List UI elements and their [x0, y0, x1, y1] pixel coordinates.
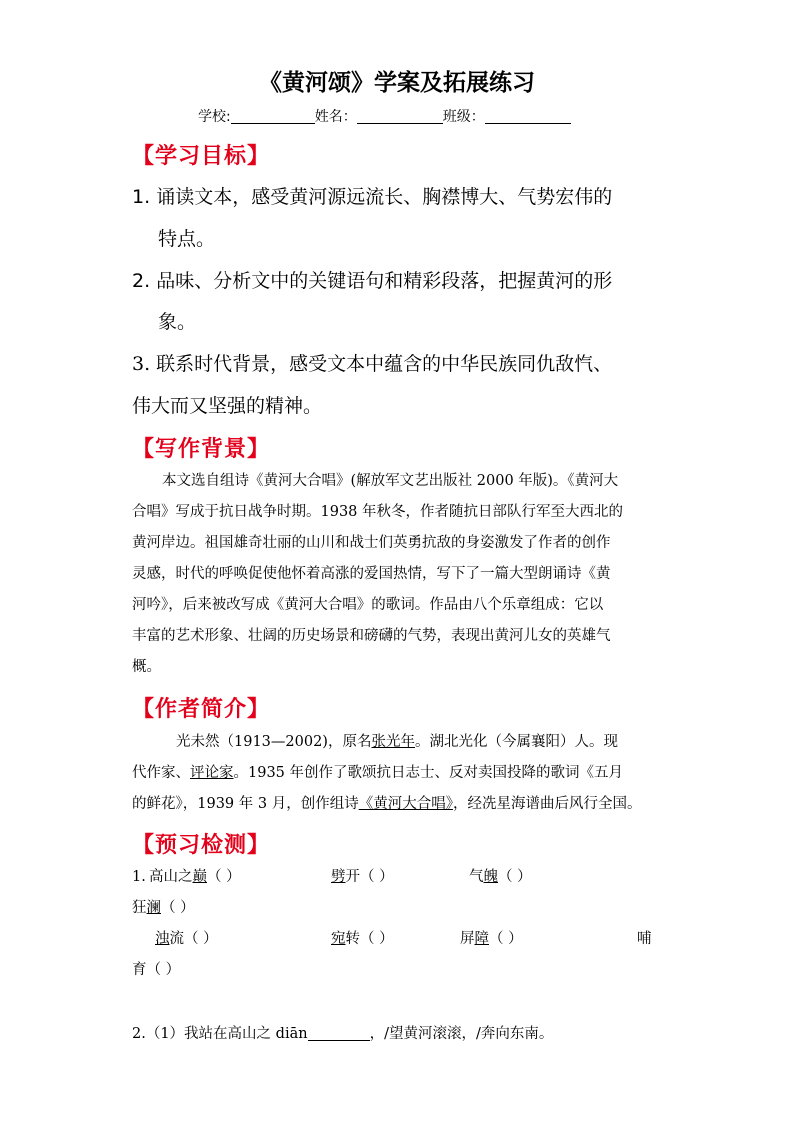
answer-blank[interactable]: （ ）: [489, 931, 523, 947]
word-zhang: 屏障（ ）: [460, 931, 523, 947]
q2-answer-blank[interactable]: [308, 1026, 370, 1041]
q1-num: 1.: [132, 869, 146, 885]
word-bu-part1: 哺: [637, 931, 652, 947]
background-line-2: 合唱》写成于抗日战争时期。1938 年秋冬，作者随抗日部队行军至大西北的: [132, 504, 624, 520]
answer-blank[interactable]: （ ）: [207, 869, 241, 885]
author-line-1: 光未然（1913—2002)，原名张光年。湖北光化（今属襄阳）人。现: [176, 734, 618, 750]
background-line-7: 概。: [132, 659, 161, 675]
answer-blank[interactable]: （ ）: [360, 869, 394, 885]
answer-blank[interactable]: （ ）: [498, 869, 532, 885]
word-bu-part2: 育（ ）: [132, 962, 181, 978]
goal-3-line-1: 3. 联系时代背景，感受文本中蕴含的中华民族同仇敌忾、: [132, 353, 613, 375]
author-heading: 【作者简介】: [132, 697, 271, 722]
answer-blank[interactable]: （ ）: [146, 962, 181, 978]
word-wan: 宛转（ ）: [331, 931, 394, 947]
school-blank[interactable]: [231, 109, 315, 124]
page-title: 《黄河颂》学案及拓展练习: [259, 70, 535, 96]
background-line-6: 丰富的艺术形象、壮阔的历史场景和磅礴的气势，表现出黄河儿女的英雄气: [132, 628, 611, 644]
goal-1-line-1: 1. 诵读文本，感受黄河源远流长、胸襟博大、气势宏伟的: [132, 186, 613, 208]
goal-1-line-2: 特点。: [158, 228, 216, 250]
background-line-5: 河吟》，后来被改写成《黄河大合唱》的歌词。作品由八个乐章组成：它以: [132, 597, 604, 613]
answer-blank[interactable]: （ ）: [161, 900, 195, 916]
preview-heading: 【预习检测】: [132, 833, 271, 858]
word-lan: 狂澜（ ）: [132, 900, 195, 916]
school-label: 学校:: [198, 109, 231, 125]
author-realname-link[interactable]: 张光年: [371, 734, 415, 750]
background-line-1: 本文选自组诗《黄河大合唱》(解放军文艺出版社 2000 年版)。《黄河大: [162, 473, 619, 489]
word-po: 气魄（ ）: [469, 869, 532, 885]
background-line-4: 灵感，时代的呼唤促使他怀着高涨的爱国热情，写下了一篇大型朗诵诗《黄: [132, 566, 611, 582]
author-line-3: 的鲜花》，1939 年 3 月，创作组诗《黄河大合唱》，经冼星海谱曲后风行全国。: [132, 796, 642, 812]
word-pi: 劈开（ ）: [331, 869, 394, 885]
author-line-2: 代作家、评论家。1935 年创作了歌颂抗日志士、反对卖国投降的歌词《五月: [132, 765, 624, 781]
name-blank[interactable]: [357, 109, 443, 124]
word-zhuo: 浊流（ ）: [155, 931, 218, 947]
class-label: 班级：: [442, 109, 485, 125]
name-label: 姓名：: [314, 109, 357, 125]
student-info-line: [198, 106, 571, 126]
q2-line: 2.（1）我站在高山之 diān ，/望黄河滚滚，/奔向东南。: [132, 1026, 554, 1042]
goal-2-line-1: 2. 品味、分析文中的关键语句和精彩段落，把握黄河的形: [132, 270, 613, 292]
class-blank[interactable]: [485, 109, 571, 124]
word-dian: 高山之巅（ ）: [149, 869, 241, 885]
critic-link[interactable]: 评论家: [190, 765, 234, 781]
goals-heading: 【学习目标】: [132, 144, 271, 169]
answer-blank[interactable]: （ ）: [360, 931, 394, 947]
work-link[interactable]: 《黄河大合唱》: [358, 796, 453, 812]
answer-blank[interactable]: （ ）: [184, 931, 218, 947]
background-heading: 【写作背景】: [132, 437, 271, 462]
background-line-3: 黄河岸边。祖国雄奇壮丽的山川和战士们英勇抗敌的身姿激发了作者的创作: [132, 535, 611, 551]
goal-3-line-2: 伟大而又坚强的精神。: [132, 395, 323, 417]
goal-2-line-2: 象。: [158, 311, 197, 333]
